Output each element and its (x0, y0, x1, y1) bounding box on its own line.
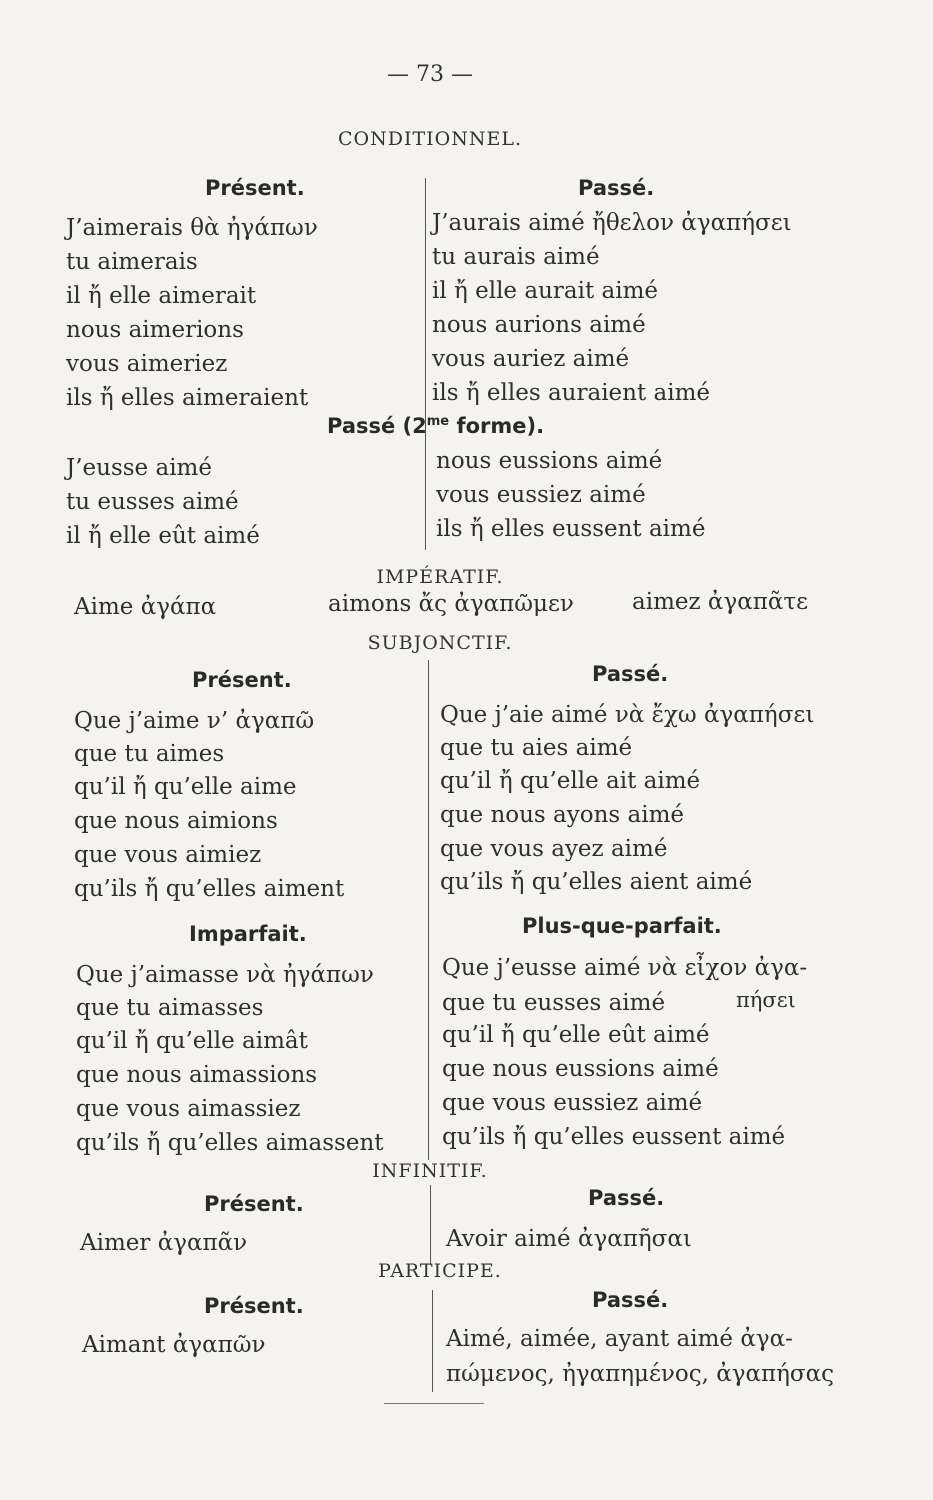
section-title-imperatif: IMPÉRATIF. (376, 566, 504, 588)
subj-present-line: qu’ils ἤ qu’elles aiment (74, 876, 345, 902)
heading-subj-passe: Passé. (592, 662, 669, 686)
imperatif-item: aimons ἄς ἀγαπῶμεν (328, 591, 574, 617)
subj-imparfait-line: que vous aimassiez (76, 1096, 301, 1122)
imperatif-item: Aime ἀγάπα (74, 594, 217, 620)
subj-imparfait-line: que tu aimasses (76, 995, 264, 1021)
cond-passe-line: il ἤ elle aurait aimé (432, 278, 658, 304)
heading-cond-present: Présent. (205, 176, 305, 200)
subj-pqp-line: Que j’eusse aimé νὰ εἶχον ἀγα- (442, 955, 808, 981)
subj-present-line: que nous aimions (74, 808, 278, 834)
cond-present-line: tu aimerais (66, 249, 198, 275)
subj-passe-line: que vous ayez aimé (440, 836, 668, 862)
subj-present-line: que vous aimiez (74, 842, 262, 868)
subj-present-line: que tu aimes (74, 741, 225, 767)
heading-subj-present: Présent. (192, 668, 292, 692)
subj-pqp-line: qu’il ἤ qu’elle eût aimé (442, 1022, 710, 1048)
cond-passe2-line: tu eusses aimé (66, 489, 239, 515)
subj-imparfait-line: Que j’aimasse νὰ ἠγάπων (76, 962, 374, 988)
column-divider (430, 1185, 431, 1265)
heading-part-passe: Passé. (592, 1288, 669, 1312)
subj-pqp-line: que tu eusses aimé (442, 990, 666, 1016)
subj-pqp-continuation: πήσει (736, 988, 796, 1012)
subj-present-line: Que j’aime ν’ ἀγαπῶ (74, 708, 315, 734)
cond-passe2-line: nous eussions aimé (436, 448, 663, 474)
part-passe-line: πώμενος, ἠγαπημένος, ἀγαπήσας (446, 1361, 835, 1387)
subj-passe-line: Que j’aie aimé νὰ ἔχω ἀγαπήσει (440, 702, 815, 728)
subj-pqp-line: qu’ils ἤ qu’elles eussent aimé (442, 1124, 786, 1150)
subj-imparfait-line: que nous aimassions (76, 1062, 318, 1088)
heading-part-present: Présent. (204, 1294, 304, 1318)
subj-passe-line: que tu aies aimé (440, 735, 633, 761)
heading-subj-plus-que-parfait: Plus-que-parfait. (522, 914, 722, 938)
cond-passe2-line: il ἤ elle eût aimé (66, 523, 260, 549)
cond-present-line: vous aimeriez (66, 351, 228, 377)
cond-present-line: J’aimerais θὰ ἠγάπων (66, 215, 318, 241)
heading-inf-passe: Passé. (588, 1186, 665, 1210)
heading-cond-passe: Passé. (578, 176, 655, 200)
cond-passe2-line: vous eussiez aimé (436, 482, 646, 508)
inf-present-line: Aimer ἀγαπᾶν (80, 1230, 248, 1256)
heading-cond-passe-2e-forme: Passé ($2^{me}$ forme). (327, 414, 545, 438)
subj-present-line: qu’il ἤ qu’elle aime (74, 774, 297, 800)
column-divider (425, 178, 426, 550)
cond-passe-line: ils ἤ elles auraient aimé (432, 380, 711, 406)
cond-passe-line: nous aurions aimé (432, 312, 646, 338)
subj-imparfait-line: qu’il ἤ qu’elle aimât (76, 1028, 308, 1054)
cond-passe2-line: ils ἤ elles eussent aimé (436, 516, 706, 542)
cond-present-line: il ἤ elle aimerait (66, 283, 257, 309)
part-passe-line: Aimé, aimée, ayant aimé ἀγα- (446, 1326, 793, 1352)
section-title-infinitif: INFINITIF. (372, 1160, 488, 1182)
cond-passe-line: vous auriez aimé (432, 346, 630, 372)
section-title-subjonctif: SUBJONCTIF. (367, 632, 513, 654)
cond-passe2-line: J’eusse aimé (66, 455, 212, 481)
inf-passe-line: Avoir aimé ἀγαπῆσαι (446, 1226, 692, 1252)
part-present-line: Aimant ἀγαπῶν (82, 1332, 266, 1358)
subj-imparfait-line: qu’ils ἤ qu’elles aimassent (76, 1130, 384, 1156)
subj-passe-line: que nous ayons aimé (440, 802, 685, 828)
imperatif-item: aimez ἀγαπᾶτε (632, 589, 809, 615)
cond-present-line: nous aimerions (66, 317, 244, 343)
end-rule (384, 1403, 484, 1404)
column-divider (432, 1290, 433, 1392)
subj-passe-line: qu’il ἤ qu’elle ait aimé (440, 768, 701, 794)
subj-pqp-line: que vous eussiez aimé (442, 1090, 703, 1116)
cond-passe-line: J’aurais aimé ἤθελον ἀγαπήσει (432, 210, 792, 236)
subj-pqp-line: que nous eussions aimé (442, 1056, 719, 1082)
section-title-participe: PARTICIPE. (378, 1260, 502, 1282)
heading-subj-imparfait: Imparfait. (189, 922, 307, 946)
section-title-conditionnel: CONDITIONNEL. (337, 128, 522, 150)
heading-inf-present: Présent. (204, 1192, 304, 1216)
column-divider (428, 660, 429, 1160)
cond-present-line: ils ἤ elles aimeraient (66, 385, 309, 411)
subj-passe-line: qu’ils ἤ qu’elles aient aimé (440, 869, 753, 895)
cond-passe-line: tu aurais aimé (432, 244, 600, 270)
page-number: — 73 — (387, 62, 473, 87)
